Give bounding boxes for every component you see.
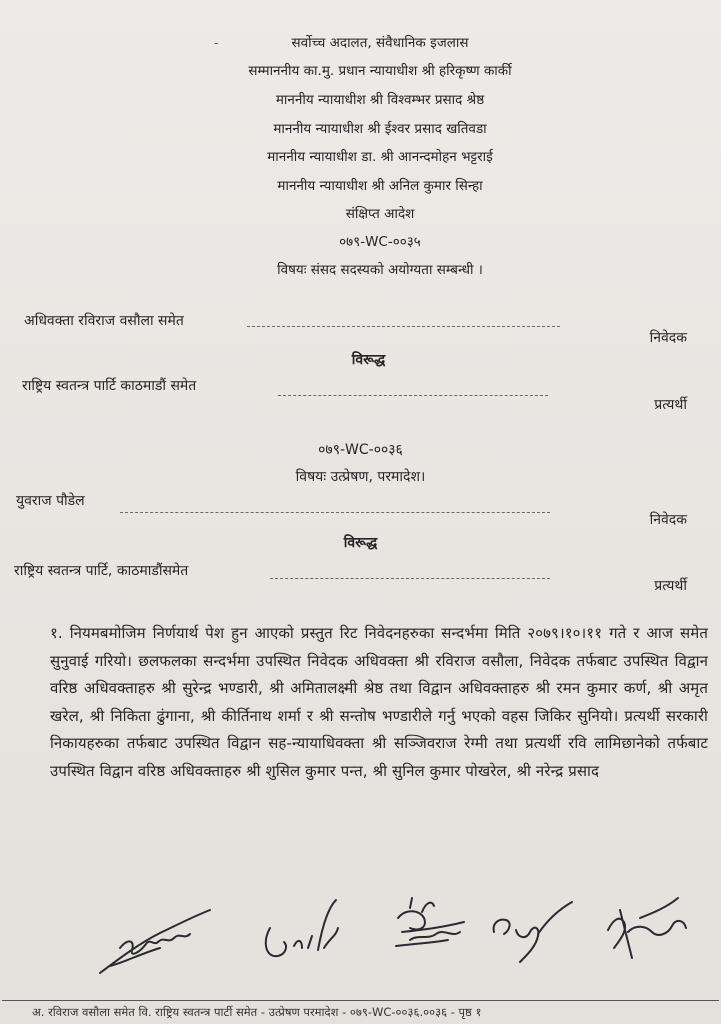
case-number: ०७९-WC-००३५ — [339, 234, 421, 250]
respondent-name: राष्ट्रिय स्वतन्त्र पार्टि, काठमाडौंसमेत — [14, 563, 189, 579]
petitioner-name: अधिवक्ता रविराज वसौला समेत — [24, 313, 184, 329]
page-footer: अ. रविराज वसौला समेत वि. राष्ट्रिय स्वतन्त्र पार्टी समेत - उत्प्रेषण परमादेश - ०७९-WC-००३६.००३६ - पृष्ठ १ — [32, 1005, 482, 1019]
petitioner-role: निवेदक — [649, 512, 687, 528]
versus-label: विरूद्ध — [343, 535, 378, 551]
dotted-leader — [278, 395, 548, 396]
case-subject: विषयः संसद सदस्यको अयोग्यता सम्बन्धी । — [277, 262, 483, 278]
petitioner-role: निवेदक — [649, 330, 687, 346]
footer-rule — [2, 1000, 719, 1001]
order-paragraph: १. नियमबमोजिम निर्णयार्थ पेश हुन आएको प्रस्तुत रिट निवेदनहरुका सन्दर्भमा मिति २०७९।१०।११ गते र आज समेत सुनुवाई गरियो। छलफलका सन्दर्भमा उपस्थित निवेदक अधिवक्ता श्री रविराज वसौला, निवेदक तर्फबाट उपस्थित विद्वान वरिष्ठ अधिवक्ताहरु श्री सुरेन्द्र भण्डारी, श्री अमितालक्ष्मी श्रेष्ठ तथा विद्वान अधिवक्ताहरु श्री रमन कुमार कर्ण, श्री अमृत खरेल, श्री निकिता ढुंगाना, श्री कीर्तिनाथ शर्मा र श्री सन्तोष भण्डारीले गर्नु भएको वहस जिकिर सुनियो। प्रत्यर्थी सरकारी निकायहरुका तर्फबाट उपस्थित विद्वान सह-न्यायाधिवक्ता श्री सञ्जिवराज रेग्मी तथा प्रत्यर्थी रवि लामिछानेको तर्फबाट उपस्थित विद्वान वरिष्ठ अधिवक्ताहरु श्री शुसिल कुमार पन्त, श्री सुनिल कुमार पोखरेल, श्री नरेन्द्र प्रसाद — [50, 624, 708, 780]
signature-3 — [396, 898, 464, 946]
dotted-leader — [270, 578, 550, 579]
judge-line: माननीय न्यायाधीश श्री अनिल कुमार सिन्हा — [277, 178, 483, 194]
dotted-leader — [247, 326, 560, 327]
judge-signatures — [80, 888, 700, 988]
order-type: संक्षिप्त आदेश — [345, 206, 415, 222]
signature-4 — [494, 902, 572, 962]
judge-line: माननीय न्यायाधीश श्री ईश्वर प्रसाद खतिवडा — [273, 121, 487, 137]
signature-5 — [608, 898, 686, 958]
petitioner-name: युवराज पौडेल — [16, 493, 85, 509]
respondent-role: प्रत्यर्थी — [654, 578, 687, 594]
signature-2 — [266, 900, 338, 956]
case-number: ०७९-WC-००३६ — [318, 442, 403, 458]
header-dash: - — [214, 36, 219, 50]
judge-line: माननीय न्यायाधीश श्री विश्वम्भर प्रसाद श्रेष्ठ — [275, 92, 485, 108]
dotted-leader — [120, 512, 550, 513]
signature-1 — [100, 910, 210, 973]
judge-line: सम्माननीय का.मु. प्रधान न्यायाधीश श्री हरिकृष्ण कार्की — [248, 63, 512, 79]
respondent-name: राष्ट्रिय स्वतन्त्र पार्टि काठमाडौं समेत — [22, 378, 197, 394]
court-name: सर्वोच्च अदालत, संवैधानिक इजलास — [291, 35, 469, 51]
judge-line: माननीय न्यायाधीश डा. श्री आनन्दमोहन भट्टराई — [267, 149, 493, 165]
versus-label: विरूद्ध — [351, 352, 386, 368]
respondent-role: प्रत्यर्थी — [654, 397, 687, 413]
case-subject: विषयः उत्प्रेषण, परमादेश। — [295, 469, 426, 485]
